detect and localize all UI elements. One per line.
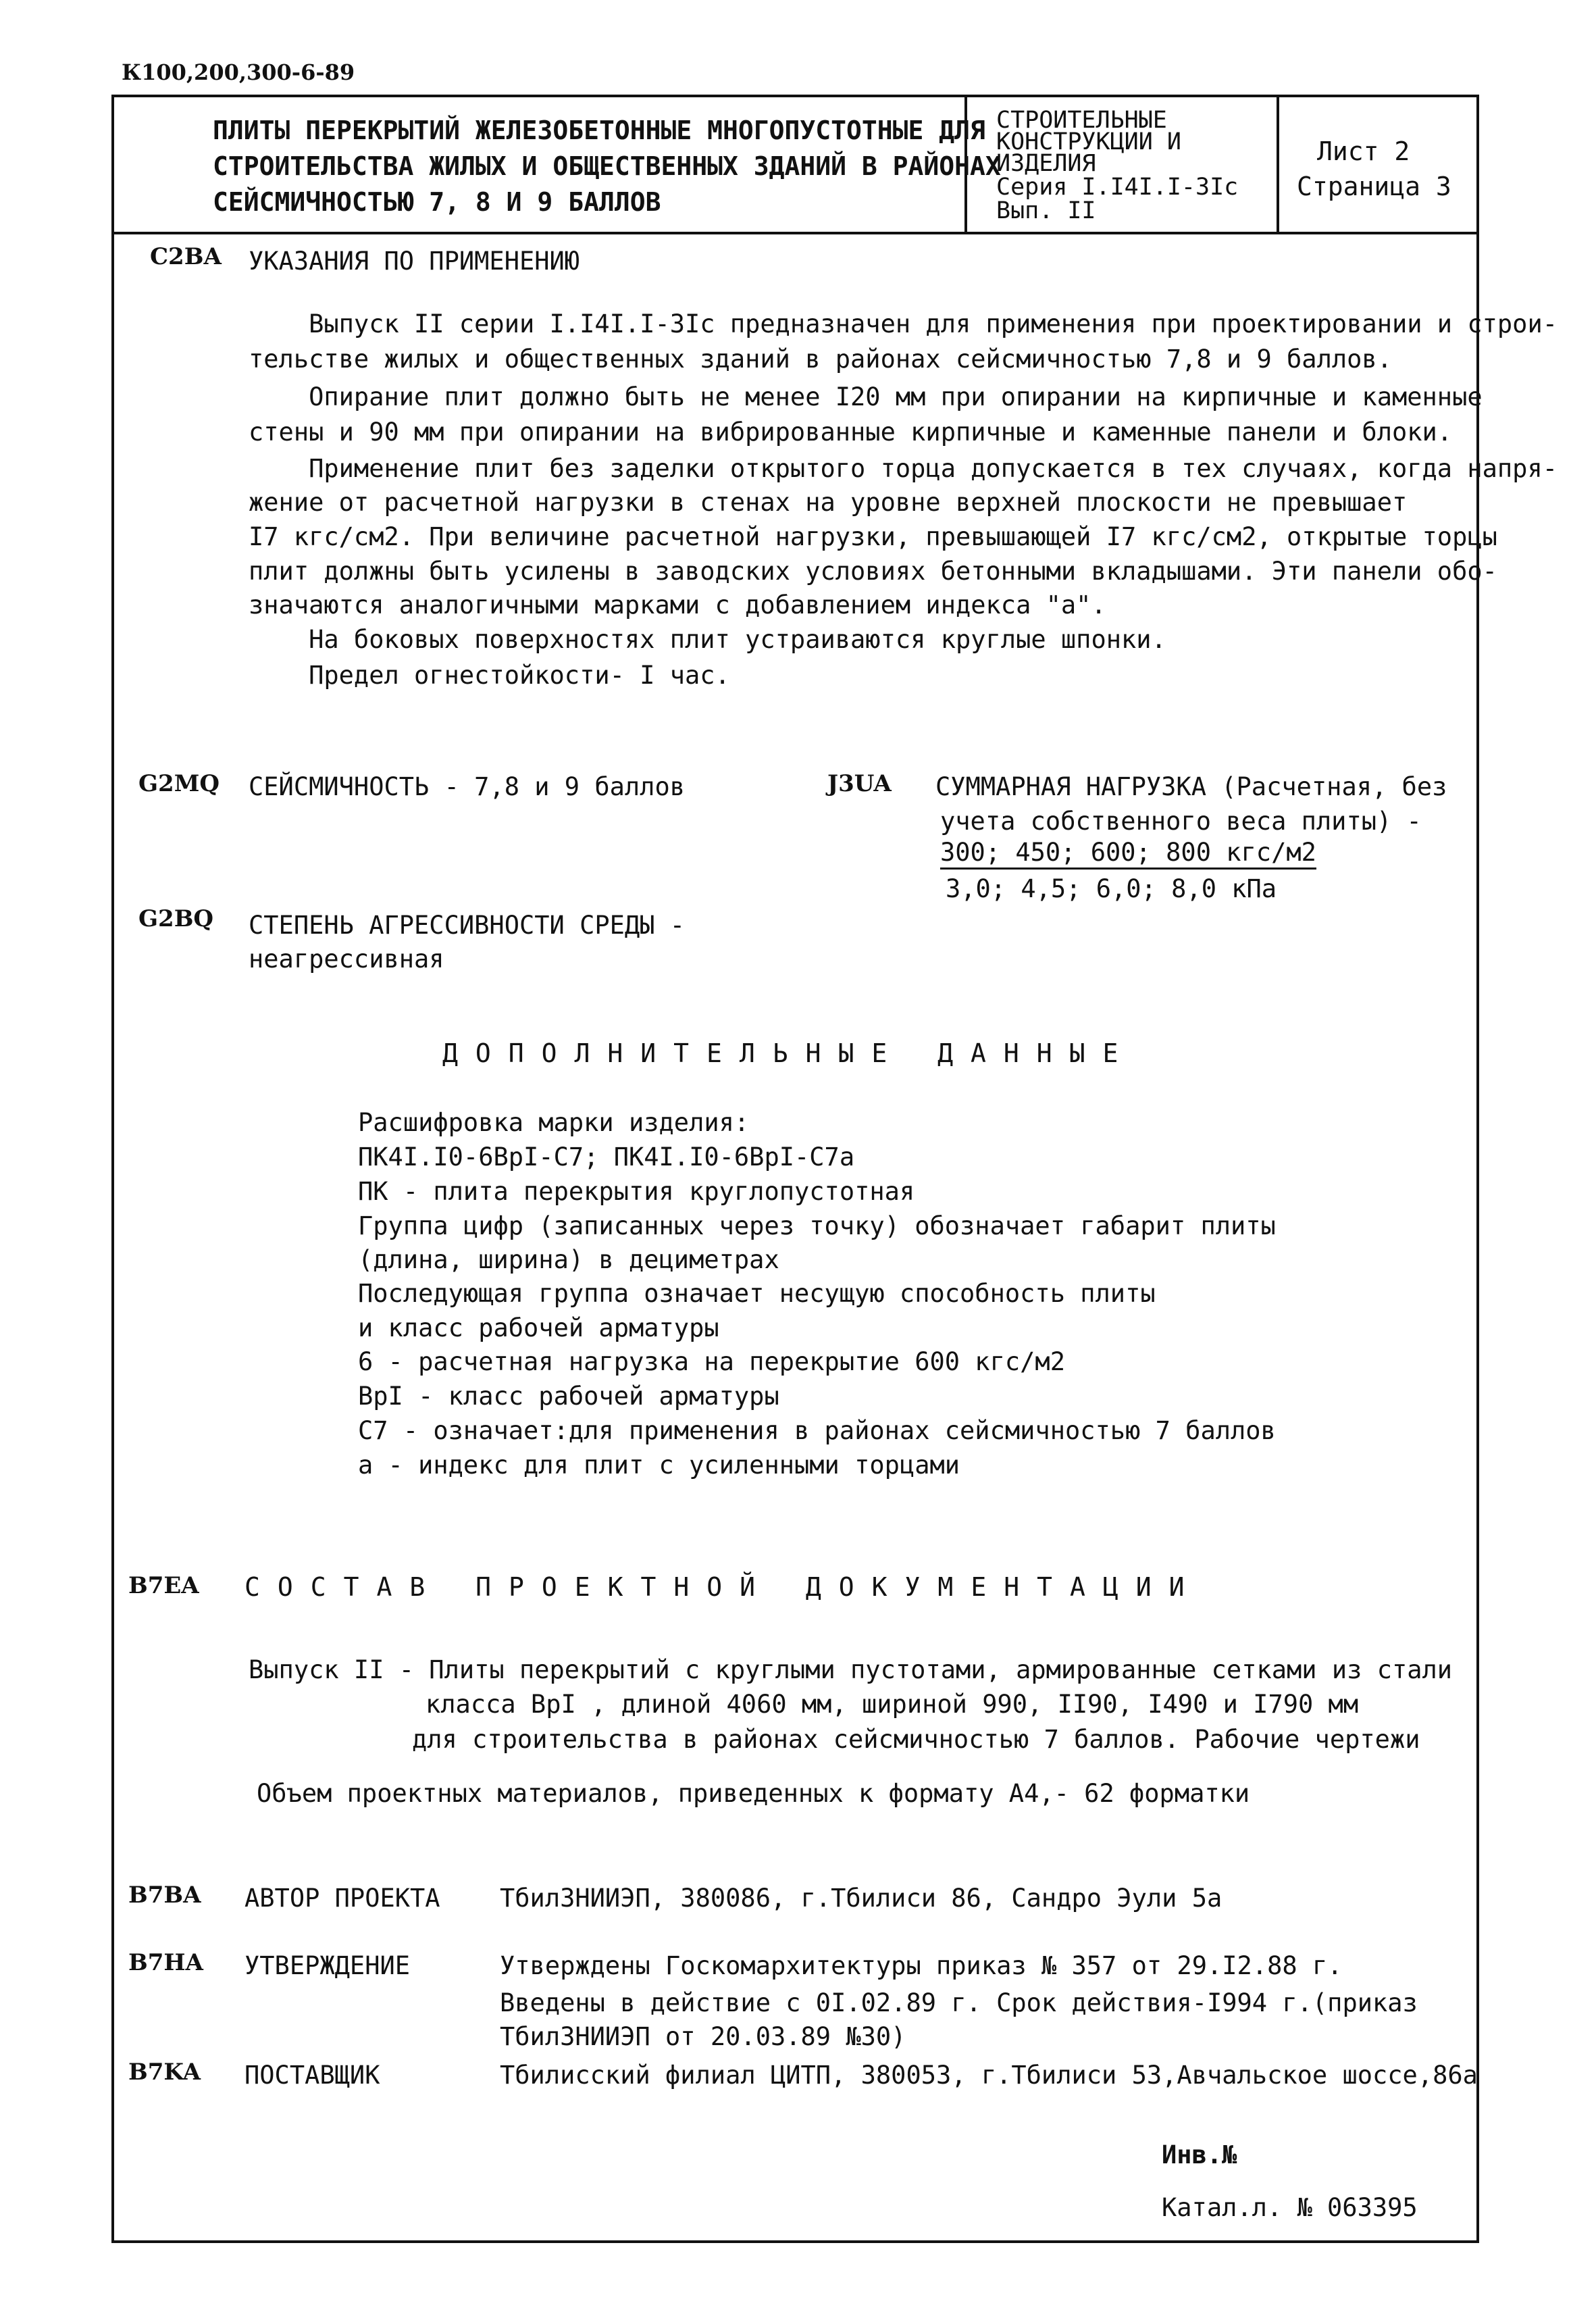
composition-volume: Объем проектных материалов, приведенных к формату А4,- 62 форматки (257, 1779, 1250, 1808)
category-issue: Вып. II (996, 197, 1096, 224)
approval-line: Введены в действие с 0I.02.89 г. Срок действия-I994 г.(приказ (500, 1988, 1418, 2017)
aggression-value: неагрессивная (249, 945, 444, 974)
application-line: тельстве жилых и общественных зданий в районах сейсмичностью 7,8 и 9 баллов. (249, 345, 1392, 374)
additional-line: Последующая группа означает несущую способность плиты (358, 1279, 1156, 1308)
additional-line: (длина, ширина) в дециметрах (358, 1245, 779, 1274)
additional-line: ПК - плита перекрытия круглопустотная (358, 1177, 915, 1206)
composition-title: СОСТАВ ПРОЕКТНОЙ ДОКУМЕНТАЦИИ (244, 1572, 1202, 1602)
approval-label: УТВЕРЖДЕНИЕ (244, 1951, 411, 1980)
sheet-number: Лист 2 (1317, 136, 1410, 166)
load-subtitle: учета собственного веса плиты) - (940, 807, 1422, 836)
header-divider (111, 232, 1479, 234)
author-code: B7BA (128, 1882, 201, 1909)
supplier-value: Тбилисский филиал ЦИТП, 380053, г.Тбилиси 53,Авчальское шоссе,86а (500, 2061, 1478, 2090)
document-number: К100,200,300-6-89 (122, 59, 355, 85)
title-line-3: СЕЙСМИЧНОСТЬЮ 7, 8 И 9 БАЛЛОВ (213, 187, 661, 217)
application-line: Предел огнестойкости- I час. (249, 661, 730, 690)
category-series: Серия I.I4I.I-3Ic (996, 174, 1239, 201)
additional-line: Расшифровка марки изделия: (358, 1108, 750, 1137)
frame-bottom (111, 2240, 1479, 2243)
additional-line: и класс рабочей арматуры (358, 1313, 719, 1342)
composition-line-1: Выпуск II - Плиты перекрытий с круглыми пустотами, армированные сетками из стали (249, 1655, 1453, 1684)
frame-right (1476, 95, 1479, 2243)
supplier-code: B7KA (128, 2059, 201, 2086)
additional-line: 6 - расчетная нагрузка на перекрытие 600 кгс/м2 (358, 1347, 1065, 1376)
application-line: стены и 90 мм при опирании на вибрированные кирпичные и каменные панели и блоки. (249, 418, 1453, 447)
application-line: На боковых поверхностях плит устраиваются круглые шпонки. (249, 625, 1166, 654)
aggression-code: G2BQ (138, 905, 214, 932)
application-line: Применение плит без заделки открытого торца допускается в тех случаях, когда напря- (249, 454, 1558, 483)
composition-line-2: класса BpI , длиной 4060 мм, шириной 990, II90, I490 и I790 мм (426, 1690, 1359, 1719)
load-values-kpa: 3,0; 4,5; 6,0; 8,0 кПа (946, 874, 1277, 903)
seismic-code: G2MQ (138, 770, 220, 797)
aggression-title: СТЕПЕНЬ АГРЕССИВНОСТИ СРЕДЫ - (249, 911, 686, 940)
approval-line: Утверждены Госкомархитектуры приказ № 357 от 29.I2.88 г. (500, 1951, 1343, 1980)
author-label: АВТОР ПРОЕКТА (244, 1884, 440, 1913)
frame-left (111, 95, 114, 2243)
approval-code: B7HA (128, 1949, 203, 1976)
inventory-number: Инв.№ (1162, 2140, 1237, 2169)
load-title: СУММАРНАЯ НАГРУЗКА (Расчетная, без (935, 772, 1447, 801)
application-line: жение от расчетной нагрузки в стенах на уровне верхней плоскости не превышает (249, 488, 1408, 517)
application-line: плит должны быть усилены в заводских условиях бетонными вкладышами. Эти панели обо- (249, 557, 1497, 586)
header-col-divider-2 (1277, 95, 1279, 233)
catalog-number: Катал.л. № 063395 (1162, 2193, 1418, 2222)
seismic-text: СЕЙСМИЧНОСТЬ - 7,8 и 9 баллов (249, 772, 686, 801)
application-line: Опирание плит должно быть не менее I20 мм при опирании на кирпичные и каменные (249, 382, 1483, 411)
application-line: значаются аналогичными марками с добавлением индекса "а". (249, 590, 1106, 620)
supplier-label: ПОСТАВЩИК (244, 2061, 380, 2090)
additional-line: ПК4I.I0-6BpI-C7; ПК4I.I0-6BpI-C7a (358, 1142, 855, 1172)
additional-line: BpI - класс рабочей арматуры (358, 1382, 779, 1411)
section-code: C2BA (150, 243, 222, 270)
composition-code: B7EA (128, 1572, 199, 1599)
load-code: J3UA (827, 770, 892, 797)
frame-top (111, 95, 1479, 97)
additional-title: ДОПОЛНИТЕЛЬНЫЕ ДАННЫЕ (442, 1038, 1136, 1068)
application-line: Выпуск II серии I.I4I.I-3Ic предназначен для применения при проектировании и строи- (249, 309, 1558, 338)
application-line: I7 кгс/см2. При величине расчетной нагрузки, превышающей I7 кгс/см2, открытые торцы (249, 522, 1497, 551)
approval-line: ТбилЗНИИЭП от 20.03.89 №30) (500, 2022, 906, 2051)
composition-line-3: для строительства в районах сейсмичностью 7 баллов. Рабочие чертежи (412, 1725, 1420, 1754)
application-title: УКАЗАНИЯ ПО ПРИМЕНЕНИЮ (249, 247, 580, 276)
load-values-kgs: 300; 450; 600; 800 кгс/м2 (940, 838, 1316, 870)
page-number: Страница 3 (1297, 172, 1451, 201)
title-line-1: ПЛИТЫ ПЕРЕКРЫТИЙ ЖЕЛЕЗОБЕТОННЫЕ МНОГОПУСТОТНЫЕ ДЛЯ (213, 116, 985, 145)
category-line-2: КОНСТРУКЦИИ И (996, 128, 1181, 155)
category-line-3: ИЗДЕЛИЯ (996, 150, 1096, 177)
title-line-2: СТРОИТЕЛЬСТВА ЖИЛЫХ И ОБЩЕСТВЕННЫХ ЗДАНИЙ В РАЙОНАХ (213, 151, 1001, 181)
category-line-1: СТРОИТЕЛЬНЫЕ (996, 107, 1167, 134)
additional-line: а - индекс для плит с усиленными торцами (358, 1451, 960, 1480)
additional-line: C7 - означает:для применения в районах сейсмичностью 7 баллов (358, 1416, 1276, 1445)
additional-line: Группа цифр (записанных через точку) обозначает габарит плиты (358, 1211, 1276, 1240)
author-value: ТбилЗНИИЭП, 380086, г.Тбилиси 86, Сандро Эули 5а (500, 1884, 1222, 1913)
